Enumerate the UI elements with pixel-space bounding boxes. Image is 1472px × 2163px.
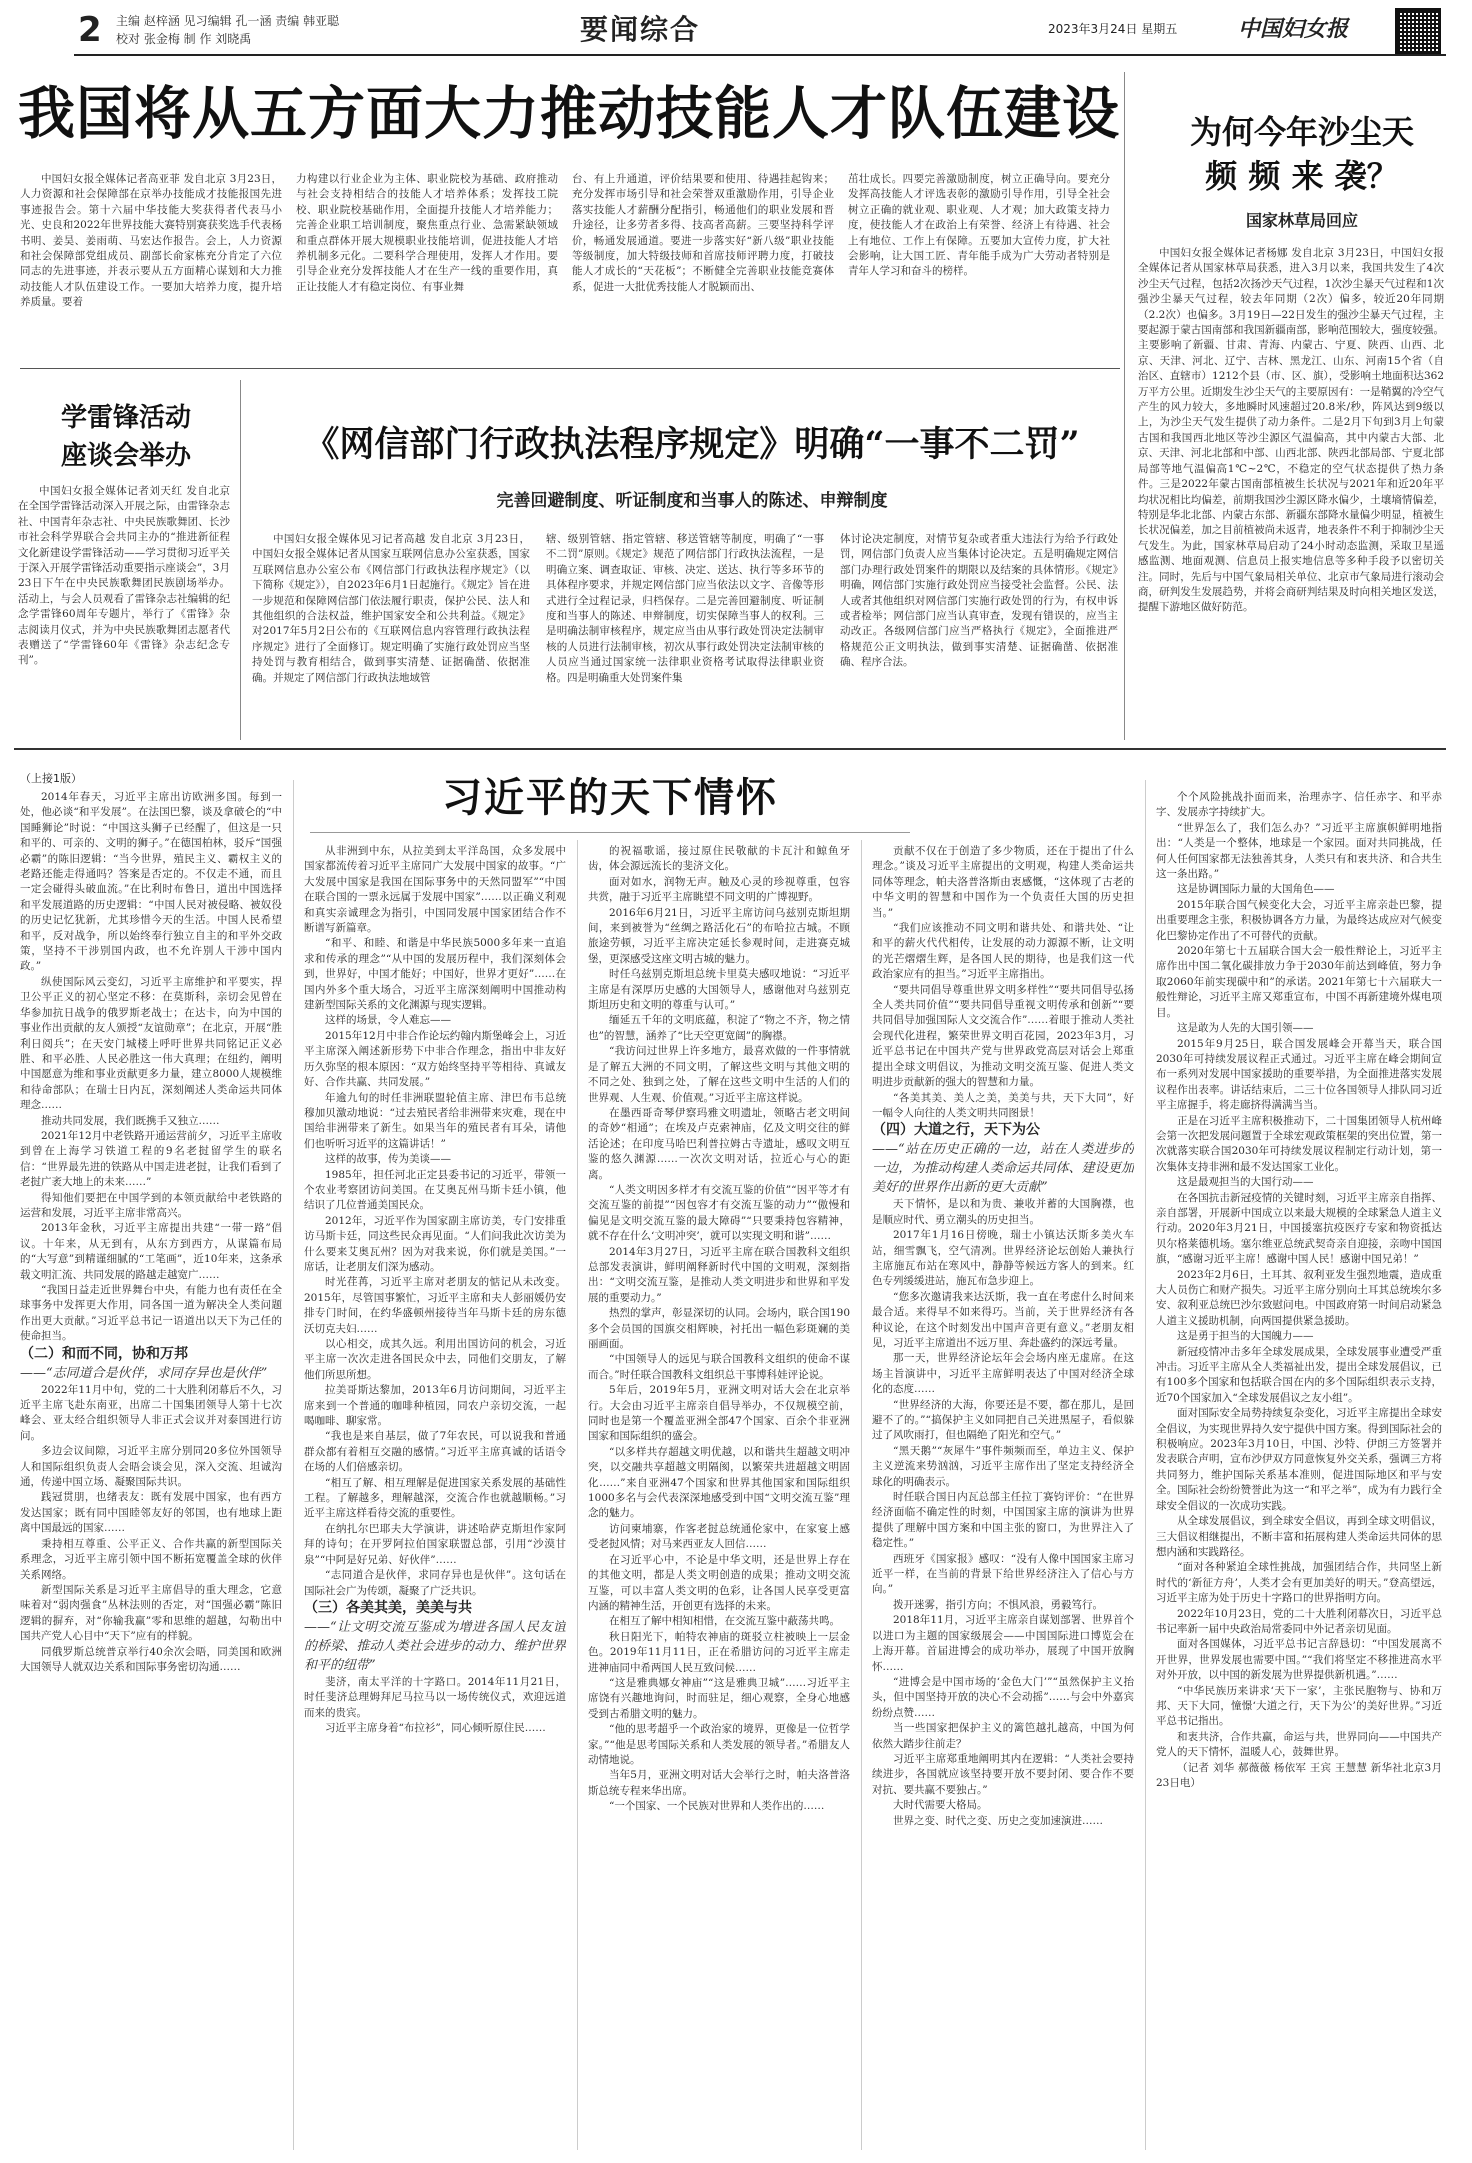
feature-paragraph: 那一天，世界经济论坛年会会场内座无虚席。在这场主旨演讲中，习近平主席鲜明表达了中国对经济全球化的态度…… xyxy=(872,1352,1134,1396)
article2-column-1 xyxy=(252,532,530,738)
article1-paragraph: 中国妇女报全媒体记者高亚菲 发自北京 3月23日，人力资源和社会保障部在京举办技能成才技能报国先进事迹报告会。第十六届中华技能大奖获得者代表马小光、史良和2022年世界技能大赛特别赛获奖选手代表杨书明、姜昊、姜雨萌、马宏达作报告。会上，人力资源和社会保障部党组成员、副部长俞家栋充分肯定了六位同志的先进事迹，并表示要从五方面精心谋划和大力推动技能人才队伍建设工作。一要加大培养力度，提升培养质量。要着 xyxy=(20,173,282,309)
feature-paragraph: “人类文明因多样才有交流互鉴的价值”“因平等才有交流互鉴的前提”“因包容才有交流互鉴的动力”“傲慢和偏见是文明交流互鉴的最大障碍”“只要秉持包容精神，就不存在什么‘文明冲突’，就可以实现文明和谐”…… xyxy=(588,1183,850,1243)
feature-paragraph: 这是勇于担当的大国魄力—— xyxy=(1177,1330,1314,1343)
feature-paragraph: “相互了解、相互理解是促进国家关系发展的基础性工程。了解越多，理解越深，交流合作也就越顺畅。”习近平主席这样看待交流的重要性。 xyxy=(304,1476,566,1520)
feature-paragraph: 世界之变、时代之变、历史之变加速演进…… xyxy=(893,1814,1103,1827)
feature-paragraph: （记者 刘华 郝薇薇 杨依军 王宾 王慧慧 新华社北京3月23日电） xyxy=(1156,1761,1442,1789)
feature-paragraph: “进博会是中国市场的‘金色大门’”“虽然保护主义抬头，但中国坚持开放的决心不会动摇”……与会中外嘉宾纷纷点赞…… xyxy=(872,1675,1134,1719)
feature-paragraph: “志同道合是伙伴，求同存异也是伙伴”。这句话在国际社会广为传颂，凝聚了广泛共识。 xyxy=(304,1569,566,1597)
feature-paragraph: “面对各种紧迫全球性挑战，加强团结合作，共同坚上新时代的‘新征方舟’，人类才会有更加美好的明天。”登高望远，习近平主席为处于历史十字路口的世界指明方向。 xyxy=(1156,1561,1442,1605)
feature-paragraph: “要共同倡导尊重世界文明多样性”“要共同倡导弘扬全人类共同价值”“要共同倡导重视文明传承和创新”“要共同倡导加强国际人文交流合作”……着眼于推动人类社会现代化进程，繁荣世界文明百花园，2023年3月，习近平总书记在中国共产党与世界政党高层对话会上郑重提出全球文明倡议，为推动文明交流互鉴、促进人类文明进步贡献新的强大的智慧和力量。 xyxy=(872,983,1134,1089)
feature-paragraph: 2018年11月，习近平主席亲自谋划部署、世界首个以进口为主题的国家级展会——中国国际进口博览会在上海开幕。首届进博会的成功举办，展现了中国开放胸怀…… xyxy=(872,1614,1134,1673)
headline-underline xyxy=(310,832,910,833)
section-divider xyxy=(14,748,1446,750)
feature-paragraph: 时任乌兹别克斯坦总统卡里莫夫感叹地说：“习近平主席是有深厚历史感的大国领导人，感谢他对乌兹别克斯坦历史和文明的尊重与认可。” xyxy=(588,968,850,1012)
feature-paragraph: 个个风险挑战扑面而来，治理赤字、信任赤字、和平赤字、发展赤字持续扩大。 xyxy=(1156,791,1442,819)
feature-paragraph: 2012年，习近平作为国家副主席访美，专门安排重访马斯卡廷，同这些民众再见面。“人们问我此次访美为什么要来艾奥瓦州？因为对我来说，你们就是美国。”一席话，让老朋友们深为感动。 xyxy=(304,1214,566,1273)
feature-paragraph: 以心相交，成其久远。利用出国访问的机会，习近平主席一次次走进各国民众中去，同他们交朋友，了解他们所思所想。 xyxy=(304,1338,566,1381)
sandstorm-paragraph: 中国妇女报全媒体记者杨娜 发自北京 3月23日，中国妇女报全媒体记者从国家林草局获悉，进入3月以来，我国共发生了4次沙尘天气过程，包括2次扬沙天气过程，1次沙尘暴天气过程和1次强沙尘暴天气过程，较去年同期（2次）偏多，较近20年同期（2.2次）也偏多。3月19日—22日发生的强沙尘暴天气过程，主要起源于蒙古国南部和我国新疆南部，影响范围较大，强度较强。主要影响了新疆、甘肃、青海、内蒙古、宁夏、陕西、山西、北京、天津、河北、辽宁、吉林、黑龙江、山东、河南15个省（自治区、直辖市）1212个县（市、区、旗），受影响土地面积达362万平方公里。近期发生沙尘天气的主要原因有：一是鞘翼的冷空气产生的风力较大，多地瞬时风速超过20.8米/秒，阵风达到9级以上，为沙尘天气发生提供了动力条件。二是2月下旬到3月上旬蒙古国和我国西北地区等沙尘源区气温偏高，其中内蒙古大部、北京、天津、河北北部和中部、山西北部、陕西北部局部、宁夏北部局部等地气温偏高1℃~2℃，不稳定的空气状态提供了热力条件。三是2022年蒙古国南部植被生长状况与2021年和近20年平均状况相比均偏差，前期我国沙尘源区降水偏少，土壤墒情偏差，特别是华北北部、内蒙古东部、新疆东部降水量偏少明显，植被生长状况偏差，加之目前植被尚未返青，地表条件不利于抑制沙尘天气发生。为此，国家林草局启动了24小时动态监测，采取卫星遥感监测、地面观测、信息员上报实地信息等多种手段予以密切关注。同时，先后与中国气象局相关单位、北京市气象局进行滚动会商，研判发生发展趋势，并将会商研判结果及时向相关地区发送，提醒下游地区做好防范。 xyxy=(1138,247,1444,614)
feature-paragraph: 拨开迷雾，指引方向；不惧风浪，勇毅笃行。 xyxy=(893,1598,1103,1611)
feature-headline: 习近平的天下情怀 xyxy=(442,774,778,821)
article1-column-2 xyxy=(296,172,558,360)
article2-paragraph: 辖、级别管辖、指定管辖、移送管辖等制度，明确了“一事不二罚”原则。《规定》规范了网信部门行政执法流程，一是明确立案、调查取证、审核、决定、送达、执行等多环节的具体程序要求，并规定网信部门应当依法以文字、音像等形式进行全过程记录，归档保存。二是完善回避制度、听证制度和当事人的陈述、申辩制度，切实保障当事人的权利。三是明确法制审核程序，规定应当由从事行政处罚决定法制审核的人员进行法制审核，初次从事行政处罚决定法制审核的人员应当通过国家统一法律职业资格考试取得法律职业资格。四是明确重大处罚案件集 xyxy=(546,533,824,684)
feature-paragraph: “中华民族历来讲求‘天下一家’，主张民胞物与、协和万邦、天下大同，憧憬‘大道之行，天下为公’的美好世界。”习近平总书记指出。 xyxy=(1156,1684,1442,1728)
feature-paragraph: 访问柬埔寨，作客老挝总统通伦家中，在家宴上感受老挝风情；对马来西亚友人回信…… xyxy=(588,1522,850,1551)
feature-paragraph: 2015年联合国气候变化大会，习近平主席亲赴巴黎，提出重要理念主张，积极协调各方力量，为最终达成应对气候变化巴黎协定作出了不可替代的贡献。 xyxy=(1156,898,1442,942)
feature-paragraph: 同俄罗斯总统普京举行40余次会晤，同美国和欧洲大国领导人就双边关系和国际事务密切沟通…… xyxy=(20,1645,282,1673)
feature-paragraph: 习近平主席郑重地阐明其内在逻辑：“人类社会要持续进步，各国就应该坚持要开放不要封闭、要合作不要对抗、要共赢不要独占。” xyxy=(872,1752,1134,1796)
article1-column-4 xyxy=(848,172,1110,360)
feature-paragraph: 热烈的掌声，彰显深切的认同。会场内，联合国190多个会员国的国旗交相辉映，衬托出一幅色彩斑斓的美丽画面。 xyxy=(588,1307,850,1350)
column-divider xyxy=(240,380,241,740)
feature-paragraph: “您多次邀请我来达沃斯，我一直在考虑什么时间来最合适。来得早不如来得巧。当前，关于世界经济有各种议论，在这个时刻发出中国声音更有意义。”老朋友相见，习近平主席道出不远万里、奔赴盛约的深远考量。 xyxy=(872,1290,1134,1349)
feature-paragraph: “他的思考超乎一个政治家的境界，更像是一位哲学家。”“他是思考国际关系和人类发展的领导者。”希腊友人动情地说。 xyxy=(588,1723,850,1766)
staff-line-2: 校对 张金梅 制 作 刘晓禹 xyxy=(116,32,252,46)
article2-column-2 xyxy=(546,532,824,738)
page-number: 2 xyxy=(78,10,102,50)
feature-paragraph: 新型国际关系是习近平主席倡导的重大理念，它意味着对“弱肉强食”丛林法则的否定，对“国强必霸”陈旧逻辑的摒弃，对“你输我赢”零和思维的超越，勾勒出中国共产党人心目中“天下”应有的样貌。 xyxy=(20,1583,282,1643)
feature-column-1 xyxy=(20,790,282,2150)
feature-paragraph: 在相互了解中相知相惜，在交流互鉴中蔽荡共鸣。 xyxy=(609,1615,840,1628)
article2-column-3 xyxy=(840,532,1118,738)
feature-paragraph: 这样的场景，令人难忘—— xyxy=(325,1014,451,1027)
leifeng-paragraph: 中国妇女报全媒体记者刘天红 发自北京 在全国学雷锋活动深入开展之际，由雷锋杂志社、中国青年杂志社、中央民族歌舞团、长沙市社会科学界联合会共同主办的“推进新征程文化新建设学雷锋活动——学习贯彻习近平关于深入开展学雷锋活动重要指示座谈会”，3月23日下午在中央民族歌舞团民族剧场举办。活动上，与会人员观看了雷锋杂志社编辑的纪念学雷锋60周年专题片，举行了《雷锋》杂志阅读月仪式，并为中央民族歌舞团志愿者代表赠送了“学雷锋60年《雷锋》杂志纪念专刊”。 xyxy=(18,485,230,667)
feature-paragraph: “世界怎么了，我们怎么办？”习近平主席旗帜鲜明地指出：“人类是一个整体，地球是一个家园。面对共同挑战，任何人任何国家都无法独善其身，人类只有和衷共济、和合共生这一条出路。” xyxy=(1156,821,1442,881)
feature-paragraph: 这是敢为人先的大国引领—— xyxy=(1177,1022,1314,1035)
feature-paragraph: 和衷共济，合作共赢，命运与共，世界同向——中国共产党人的天下情怀，温暖人心，鼓舞世界。 xyxy=(1156,1730,1442,1759)
column-divider xyxy=(1145,780,1146,2150)
feature-paragraph: 从全球发展倡议，到全球安全倡议，再到全球文明倡议，三大倡议相继提出，不断丰富和拓展构建人类命运共同体的思想内涵和实践路径。 xyxy=(1156,1515,1442,1558)
feature-paragraph: 2017年1月16日傍晚，瑞士小镇达沃斯多美火车站，细雪飘飞，空气清冽。世界经济论坛创始人兼执行主席施瓦布站在寒风中，静静等候远方客人的到来。红色专列缓缓进站，施瓦布急步迎上。 xyxy=(872,1229,1134,1288)
feature-paragraph: 年逾九旬的时任非洲联盟轮值主席、津巴布韦总统穆加贝激动地说：“过去殖民者给非洲带来灾难，现在中国给非洲带来了新生。如果当年的殖民者有耳朵，请他们也听听习近平的这篇讲话！” xyxy=(304,1091,566,1150)
sandstorm-subtitle: 国家林草局回应 xyxy=(1245,211,1358,230)
feature-paragraph: 面对如水，润物无声。触及心灵的珍视尊重，包容共赏，融于习近平主席眺望不同文明的广博视野。 xyxy=(588,875,850,904)
feature-paragraph: “我也是来自基层，做了7年农民，可以说我和普通群众都有着相互交融的感情。”习近平主席真诚的话语令在场的人们倍感亲切。 xyxy=(304,1430,566,1474)
feature-paragraph: 2014年3月27日，习近平主席在联合国教科文组织总部发表演讲，鲜明阐释新时代中国的文明观，深刻指出：“文明交流互鉴，是推动人类文明进步和世界和平发展的重要动力。” xyxy=(588,1245,850,1304)
feature-paragraph: “我访问过世界上许多地方，最喜欢做的一件事情就是了解五大洲的不同文明，了解这些文明与其他文明的不同之处、独到之处，了解在这些文明中生活的人们的世界观、人生观、价值观。”习近平主席这样说。 xyxy=(588,1045,850,1104)
feature-paragraph: 2016年6月21日，习近平主席访问乌兹别克斯坦期间，来到被誉为“丝绸之路活化石”的布哈拉古城。不顾旅途劳顿，习近平主席决定延长参观时间，走进赛克城堡，更深感受这座文明古城的魅力。 xyxy=(588,906,850,965)
feature-paragraph: 2015年12月中非合作论坛约翰内斯堡峰会上，习近平主席深入阐述新形势下中非合作理念，指出中非友好历久弥坚的根本原因：“双方始终坚持平等相待、真诚友好、合作共赢、共同发展。” xyxy=(304,1029,566,1089)
feature-section-quote: ——“站在历史正确的一边，站在人类进步的一边，为推动构建人类命运共同体、建设更加美好的世界作出新的更大贡献” xyxy=(872,1142,1134,1196)
feature-paragraph: “黑天鹅”“灰犀牛”事件频频而至，单边主义、保护主义逆流来势汹汹，习近平主席作出了坚定支持经济全球化的明确表示。 xyxy=(872,1444,1134,1488)
feature-paragraph: 时光荏苒，习近平主席对老朋友的惦记从未改变。2015年，尽管国事繁忙，习近平主席和夫人彭丽媛仍安排专门时间，在约华盛顿州接待当年马斯卡廷的房东德沃切克夫妇…… xyxy=(304,1276,566,1335)
feature-paragraph: 这是最观担当的大国行动—— xyxy=(1177,1176,1314,1189)
feature-paragraph: 得知他们要把在中国学到的本领贡献给中老铁路的运营和发展，习近平主席非常高兴。 xyxy=(20,1191,282,1219)
column-divider xyxy=(293,780,294,2150)
feature-paragraph: 的祝福歌谣，接过原住民敬献的卡瓦汁和鲸鱼牙齿，体会源远流长的斐济文化。 xyxy=(588,845,850,873)
qr-code-icon xyxy=(1395,8,1441,54)
feature-paragraph: 这是协调国际力量的大国角色—— xyxy=(1177,883,1335,896)
feature-section-heading: （二）和而不同，协和万邦 xyxy=(20,1345,188,1362)
feature-section-quote: ——“让文明交流互鉴成为增进各国人民友谊的桥梁、推动人类社会进步的动力、维护世界和平的纽带” xyxy=(304,1619,566,1673)
feature-paragraph: 2015年9月25日，联合国发展峰会开幕当天，联合国2030年可持续发展议程正式通过。习近平主席在峰会期间宣布一系列对发展中国家援助的重要举措，为全面推进落实发展议程作出表率。讲话结束后，二三十位各国领导人排队同习近平主席握手，将走廊挤得满满当当。 xyxy=(1156,1037,1442,1112)
feature-paragraph: “和平、和睦、和谐是中华民族5000多年来一直追求和传承的理念”“从中国的发展历程中，我们深刻体会到，世界好，中国才能好；中国好，世界才更好”……在国内外多个重大场合，习近平主席深刻阐明中国推动构建新型国际关系的文化渊源与现实逻辑。 xyxy=(304,937,566,1012)
feature-paragraph: 秋日阳光下，帕特农神庙的斑驳立柱被映上一层金色。2019年11月11日，正在希腊访问的习近平主席走进神庙同中希两国人民互致问候…… xyxy=(588,1630,850,1674)
feature-paragraph: 这样的故事，传为美谈—— xyxy=(325,1153,451,1166)
article1-paragraph: 台、有上升通道，评价结果要和使用、待遇挂起钩来；充分发挥市场引导和社会荣誉双重激励作用，引导企业落实技能人才薪酬分配指引，畅通他们的职业发展和晋升途径，让多劳者多得、技高者高薪。三要坚持科学评价，畅通发展通道。要进一步落实好“新八级”职业技能等级制度，加大特级技师和首席技师评聘力度，打破技能人才成长的“天花板”；不断健全完善职业技能竞赛体系，促进一大批优秀技能人才脱颖而出、 xyxy=(572,173,834,293)
feature-paragraph: 2014年春天，习近平主席出访欧洲多国。每到一处，他必谈“和平发展”。在法国巴黎，谈及拿破仑的“中国睡狮论”时说：“中国这头狮子已经醒了，但这是一只和平的、可亲的、文明的狮子。”在德国柏林，驳斥“国强必霸”的陈旧逻辑：“当今世界，殖民主义、霸权主义的老路还能走得通吗？答案是否定的。不仅走不通，而且一定会碰得头破血流。”在比利时布鲁日，道出中国选择和平发展道路的历史逻辑：“中国人民对被侵略、被奴役的历史记忆犹新，尤其珍惜今天的生活。中国人民希望和平，反对战争，所以始终奉行独立自主的和平外交政策，坚持不干涉别国内政，也不允许别人干涉中国内政。” xyxy=(20,791,282,973)
section-title: 要闻综合 xyxy=(580,13,701,46)
feature-paragraph: 2023年2月6日，土耳其、叙利亚发生强烈地震，造成重大人员伤亡和财产损失。习近平主席分别向土耳其总统埃尔多安、叙利亚总统巴沙尔致慰问电。中国政府第一时间启动紧急人道主义援助机制，向两国提供紧急援助。 xyxy=(1156,1268,1442,1327)
feature-paragraph: 当一些国家把保护主义的篱笆越扎越高，中国为何依然大踏步往前走？ xyxy=(872,1722,1134,1750)
feature-paragraph: 秉持相互尊重、公平正义、合作共赢的新型国际关系理念，习近平主席引领中国不断拓宽覆盖全球的伙伴关系网络。 xyxy=(20,1537,282,1581)
continued-from-label: （上接1版） xyxy=(20,772,82,785)
feature-paragraph: 拉美哥斯达黎加，2013年6月访问期间，习近平主席来到一个普通的咖啡种植园，同农户亲切交流，一起喝咖啡、聊家常。 xyxy=(304,1384,566,1428)
sandstorm-headline-line-1: 为何今年沙尘天 xyxy=(1189,113,1414,151)
feature-paragraph: 西班牙《国家报》感叹：“没有人像中国国家主席习近平一样，在当前的背景下给世界经济注入了信心与方向。” xyxy=(872,1552,1134,1596)
feature-paragraph: 贡献不仅在于创造了多少物质，还在于提出了什么理念。”谈及习近平主席提出的文明观，构建人类命运共同体等理念，帕夫洛普洛斯由衷感慨，“这体现了古老的中华文明的智慧和中国作为一个负责任大国的历史担当。” xyxy=(872,845,1134,919)
feature-paragraph: 斐济，南太平洋的十字路口。2014年11月21日，时任斐济总理姆拜尼马拉马以一场传统仪式，欢迎远道而来的贵宾。 xyxy=(304,1675,566,1719)
feature-paragraph: 2021年12月中老铁路开通运营前夕，习近平主席收到曾在上海学习铁道工程的9名老挝留学生的联名信：“世界最先进的铁路从中国走进老挝，让我们看到了老挝广袤大地上的未来……” xyxy=(20,1129,282,1189)
leifeng-body xyxy=(18,484,230,738)
feature-paragraph: 推动共同发展，我们既携手又独立…… xyxy=(41,1114,220,1127)
feature-paragraph: 2022年10月23日，党的二十大胜利闭幕次日，习近平总书记率新一届中央政治局常委同中外记者亲切见面。 xyxy=(1156,1607,1442,1635)
feature-paragraph: 在墨西哥奇琴伊察玛雅文明遗址，领略古老文明间的奇妙“相通”；在埃及卢克索神庙，亿及文明交往的鲜活论述；在印度马哈巴利普拉姆古寺遗址，感叹文明互鉴的悠久渊源……一次次文明对话，拉近心与心的距离。 xyxy=(588,1106,850,1181)
feature-paragraph: 正是在习近平主席积极推动下，二十国集团领导人杭州峰会第一次把发展问题置于全球宏观政策框架的突出位置，第一次就落实联合国2030年可持续发展议程制定行动计划，第一次集体支持非洲和最不发达国家工业化。 xyxy=(1156,1114,1442,1173)
feature-paragraph: “这是雅典娜女神庙”“这是雅典卫城”……习近平主席饶有兴趣地询问，时而驻足，细心观察，全身心地感受到古希腊文明的魅力。 xyxy=(588,1676,850,1720)
masthead-rule xyxy=(74,54,1446,56)
leifeng-headline-line-2: 座谈会举办 xyxy=(60,441,191,471)
feature-paragraph: 新冠疫情冲击多年全球发展成果，全球发展事业遭受严重冲击。习近平主席从全人类福祉出发，提出全球发展倡议，已有100多个国家和包括联合国在内的多个国际组织表示支持，近70个国家加入“全球发展倡议之友小组”。 xyxy=(1156,1345,1442,1404)
column-divider xyxy=(577,840,578,2150)
feature-paragraph: 多边会议间隙，习近平主席分别同20多位外国领导人和国际组织负责人会晤会谈会见，深入交流、坦诚沟通，传递中国立场、凝聚国际共识。 xyxy=(20,1445,282,1489)
feature-paragraph: 从非洲到中东，从拉美到太平洋岛国，众多发展中国家都流传着习近平主席同广大发展中国家的故事。“广大发展中国家是我国在国际事务中的天然同盟军”“中国在联合国的一票永远属于发展中国家”……以正确义利观和真实亲诚理念为指引，中国同发展中国家团结合作不断谱写新篇章。 xyxy=(304,845,566,935)
feature-column-4 xyxy=(872,844,1134,2150)
feature-paragraph: “以多样共存超越文明优越，以和谐共生超越文明冲突，以交融共享超越文明隔阂，以繁荣共进超越文明固化……”来自亚洲47个国家和世界其他国家和国际组织1000多名与会代表深深地感受到中国“文明交流互鉴”理念的魅力。 xyxy=(588,1445,850,1520)
feature-paragraph: 面对各国媒体，习近平总书记言辞恳切：“中国发展离不开世界，世界发展也需要中国。”“我们将坚定不移推进高水平对外开放，以中国的新发展为世界提供新机遇。”…… xyxy=(1156,1638,1442,1682)
column-divider xyxy=(861,840,862,2150)
feature-paragraph: “我们应该推动不同文明和谐共处、和谐共处、“让和平的薪火代代相传，让发展的动力源源不断，让文明的光芒熠熠生辉，是各国人民的期待，也是我们这一代政治家应有的担当。”习近平主席指出。 xyxy=(872,922,1134,981)
feature-paragraph: “各美其美、美人之美，美美与共，天下大同”，好一幅令人向往的人类文明共同图景！ xyxy=(872,1091,1134,1119)
article2-paragraph: 中国妇女报全媒体见习记者高越 发自北京 3月23日，中国妇女报全媒体记者从国家互联网信息办公室获悉，国家互联网信息办公室公布《网信部门行政执法程序规定》（以下简称《规定》），自2023年6月1日起施行。《规定》旨在进一步规范和保障网信部门依法履行职责，保护公民、法人和其他组织的合法权益，维护国家安全和公共利益。《规定》对2017年5月2日公布的《互联网信息内容管理行政执法程序规定》进行了全面修订。规定明确了实施行政处罚应当坚持处罚与教育相结合，做到事实清楚、证据确凿、依据准确。并规定了网信部门行政执法地域管 xyxy=(252,533,530,684)
feature-paragraph: “我国日益走近世界舞台中央，有能力也有责任在全球事务中发挥更大作用，同各国一道为解决全人类问题作出更大贡献。”习近平总书记一语道出以天下为己任的使命担当。 xyxy=(20,1284,282,1343)
article2-subtitle: 完善回避制度、听证制度和当事人的陈述、申辩制度 xyxy=(496,491,888,511)
sandstorm-body xyxy=(1138,246,1444,738)
publication-date: 2023年3月24日 星期五 xyxy=(1048,22,1178,36)
feature-paragraph: “中国领导人的远见与联合国教科文组织的使命不谋而合。”时任联合国教科文组织总干事博科娃评论说。 xyxy=(588,1353,850,1381)
feature-paragraph: “一个国家、一个民族对世界和人类作出的…… xyxy=(609,1800,825,1813)
feature-paragraph: 纵使国际风云变幻，习近平主席维护和平要实，捍卫公平正义的初心坚定不移：在莫斯科，亲切会见曾在华参加抗日战争的俄罗斯老战士；在达卡，向为中国的事业作出贡献的友人颁授“友谊勋章”；在北京，开展“胜利日阅兵”；在天安门城楼上呼吁世界共同铭记正义必胜、和平必胜、人民必胜这一伟大真理；在纽约，阐明中国愿意为维和事业贡献更多力量，建立8000人规模维和待命部队；在瑞士日内瓦，深刻阐述人类命运共同体理念…… xyxy=(20,975,282,1112)
feature-paragraph: 天下情怀，是以和为贵、兼收并蓄的大国胸襟，也是顺应时代、勇立潮头的历史担当。 xyxy=(872,1198,1134,1226)
article2-headline: 《网信部门行政执法程序规定》明确“一事不二罚” xyxy=(304,424,1080,465)
feature-paragraph: 2013年金秋，习近平主席提出共建“一带一路”倡议。十年来，从无到有，从东方到西方，从谋篇布局的“大写意”到精谨细腻的“工笔画”，近10年来，这条承载文明汇流、共同发展的路越走越宽广…… xyxy=(20,1222,282,1281)
feature-section-quote: ——“志同道合是伙伴，求同存异也是伙伴” xyxy=(20,1365,268,1381)
section-divider xyxy=(20,368,1120,369)
feature-paragraph: “世界经济的大海，你要还是不要，都在那儿，是回避不了的。”“搞保护主义如同把自己关进黑屋子，看似躲过了风吹雨打，但也隔绝了阳光和空气。” xyxy=(872,1398,1134,1442)
article1-paragraph: 茁壮成长。四要完善激励制度，树立正确导向。要充分发挥高技能人才评选表彰的激励引导作用，引导全社会树立正确的就业观、职业观、人才观；加大政策支持力度，使技能人才在政治上有荣誉、经济上有待遇、社会上有地位、工作上有保障。五要加大宣传力度，扩大社会影响，让大国工匠、青年能手成为广大劳动者特别是青年人学习和奋斗的榜样。 xyxy=(848,173,1110,278)
feature-section-heading: （三）各美其美，美美与共 xyxy=(304,1599,472,1616)
page-masthead xyxy=(0,0,1472,62)
column-divider xyxy=(1124,72,1125,740)
feature-section-heading: （四）大道之行，天下为公 xyxy=(872,1122,1040,1139)
feature-paragraph: 时任联合国日内瓦总部主任拉丁赛钧评价：“在世界经济面临不确定性的时刻，中国国家主席的演讲为世界提供了理解中国方案和中国主张的窗口，为世界注入了稳定性。” xyxy=(872,1491,1134,1550)
newspaper-logo: 中国妇女报 xyxy=(1238,16,1349,42)
feature-paragraph: 践冠贯朋，也绪表友：既有发展中国家，也有西方发达国家；既有同中国睦邻友好的邻国，也有地球上距离中国最远的国家…… xyxy=(20,1491,282,1535)
feature-paragraph: 2022年11月中旬，党的二十大胜利闭幕后不久，习近平主席飞赴东南亚，出席二十国集团领导人第十七次峰会、亚太经合组织领导人非正式会议并对泰国进行访问。 xyxy=(20,1383,282,1442)
feature-paragraph: 在纳扎尔巴耶夫大学演讲，讲述哈萨克斯坦作家阿拜的诗句；在开罗阿拉伯国家联盟总部，引用“沙漠甘泉”“中阿是好兄弟、好伙伴”…… xyxy=(304,1522,566,1566)
feature-paragraph: 在各国抗击新冠疫情的关键时刻，习近平主席亲自指挥、亲自部署，开展新中国成立以来最大规模的全球紧急人道主义行动。2020年3月21日，中国援塞抗疫医疗专家和物资抵达贝尔格莱德机场。塞尔维亚总统武契奇亲自迎接，亲吻中国国旗，“感谢习近平主席！感谢中国人民！感谢中国兄弟！” xyxy=(1156,1191,1442,1266)
feature-paragraph: 缅延五千年的文明底蕴，积淀了“物之不齐，物之情也”的智慧，涵养了“比天空更宽阔”的胸襟。 xyxy=(588,1014,850,1042)
feature-paragraph: 5年后，2019年5月，亚洲文明对话大会在北京举行。大会由习近平主席亲自倡导举办，不仅规模空前，同时也是第一个覆盖亚洲全部47个国家、百余个非亚洲国家和国际组织的盛会。 xyxy=(588,1384,850,1443)
feature-paragraph: 当年5月，亚洲文明对话大会举行之时，帕夫洛普洛斯总统专程来华出席。 xyxy=(588,1769,850,1797)
feature-paragraph: 面对国际安全局势持续复杂变化，习近平主席提出全球安全倡议，为实现世界持久安宁提供中国方案。得到国际社会的积极响应。2023年3月10日，中国、沙特、伊朗三方签署并发表联合声明，宣布沙伊双方同意恢复外交关系，强调三方将共同努力，维护国际关系基本准则，促进国际地区和平与安全。国际社会纷纷赞誉此为这一“和平之举”，成为有力践行全球安全倡议的一次成功实践。 xyxy=(1156,1407,1442,1512)
leifeng-headline-line-1: 学雷锋活动 xyxy=(60,403,191,433)
feature-paragraph: 2020年第七十五届联合国大会一般性辩论上，习近平主席作出中国二氧化碳排放力争于2030年前达到峰值，努力争取2060年前实现碳中和”的承诺。2021年第七十六届联大一般性辩论，习近平主席又郑重宣布，中国不再新建境外煤电项目。 xyxy=(1156,945,1442,1019)
feature-paragraph: 1985年，担任河北正定县委书记的习近平，带领一个农业考察团访问美国。在艾奥瓦州马斯卡廷小镇，他结识了几位普通美国民众。 xyxy=(304,1168,566,1212)
sandstorm-headline-line-2: 频 频 来 袭？ xyxy=(1205,157,1399,195)
article1-column-1 xyxy=(20,172,282,360)
feature-column-5 xyxy=(1156,790,1442,2150)
feature-paragraph: 在习近平心中，不论是中华文明，还是世界上存在的其他文明，都是人类文明创造的成果；推动文明交流互鉴，可以丰富人类文明的色彩，让各国人民享受更富内涵的精神生活，开创更有选择的未来。 xyxy=(588,1553,850,1612)
feature-column-2 xyxy=(304,844,566,2150)
article1-paragraph: 力构建以行业企业为主体、职业院校为基础、政府推动与社会支持相结合的技能人才培养体系；发挥技工院校、职业院校基础作用，全面提升技能人才培养能力；完善企业职工培训制度，聚焦重点行业、急需紧缺领域和重点群体开展大规模职业技能培训，促进技能人才培养机制多元化。二要科学合理使用，发挥人才作用。要引导企业充分发挥技能人才在生产一线的重要作用，真正让技能人才有稳定岗位、有事业舞 xyxy=(296,173,558,293)
staff-line-1: 主编 赵梓涵 见习编辑 孔一涵 责编 韩亚聪 xyxy=(116,14,340,28)
feature-column-3 xyxy=(588,844,850,2150)
feature-paragraph: 习近平主席身着“布拉衫”，同心倾听原住民…… xyxy=(325,1722,546,1735)
article2-paragraph: 体讨论决定制度，对情节复杂或者重大违法行为给予行政处罚，网信部门负责人应当集体讨论决定。五是明确规定网信部门办理行政处罚案件的期限以及结案的具体情形。《规定》明确，网信部门实施行政处罚应当接受社会监督。公民、法人或者其他组织对网信部门实施行政处罚的行为，有权申诉或者检举；网信部门应当认真审查，发现有错误的，应当主动改正。各级网信部门应当严格执行《规定》，全面推进严格规范公正文明执法，做到事实清楚、证据确凿、依据准确、程序合法。 xyxy=(840,533,1118,669)
feature-paragraph: 大时代需要大格局。 xyxy=(893,1799,988,1812)
article1-headline: 我国将从五方面大力推动技能人才队伍建设 xyxy=(18,80,1120,147)
article1-column-3 xyxy=(572,172,834,360)
